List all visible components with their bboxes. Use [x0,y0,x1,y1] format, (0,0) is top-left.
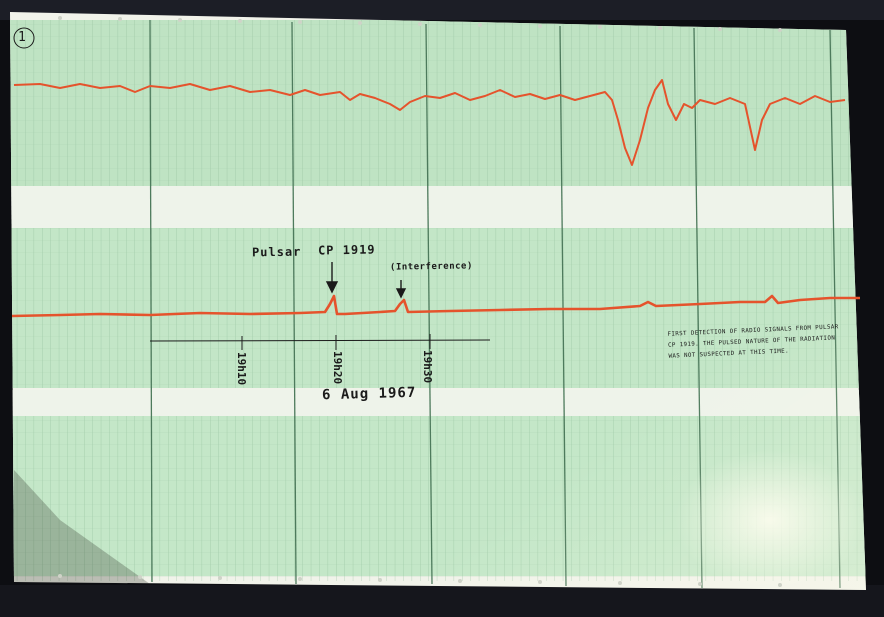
time-mark-1920: 19h20 [331,351,344,385]
date-label: 6 Aug 1967 [321,384,417,404]
time-mark-1910: 19h10 [235,352,248,386]
pulsar-label: Pulsar [251,244,302,260]
caption-note: FIRST DETECTION OF RADIO SIGNALS FROM PULSAR CP 1919. THE PULSED NATURE OF THE RADIATION WAS NOT SUSPECTED AT THIS TIME. [667,324,839,360]
time-mark-1930: 19h30 [421,350,434,384]
source-label: CP 1919 [317,242,376,258]
index-mark: 1 [18,30,26,45]
interference-label: (Interference) [389,261,473,273]
